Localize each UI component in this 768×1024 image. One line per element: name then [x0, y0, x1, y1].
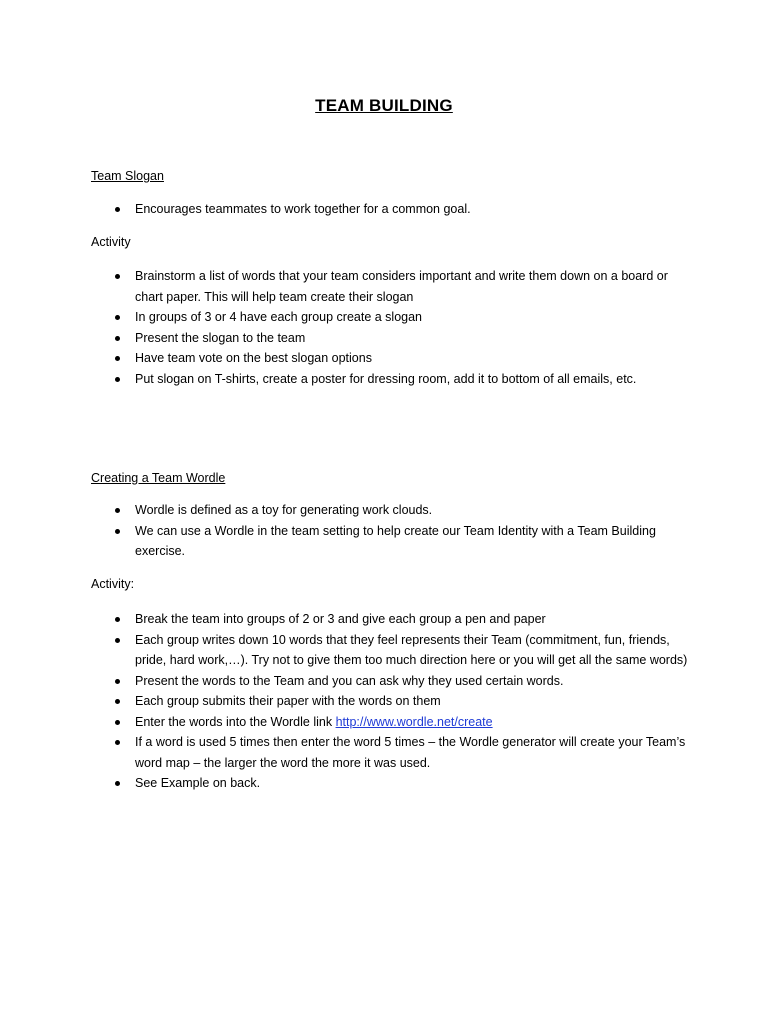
list-item-text: We can use a Wordle in the team setting to help create our Team Identity with a Team Building exercise.	[135, 523, 656, 558]
team-wordle-intro-list	[91, 500, 691, 562]
bullet-icon	[115, 679, 120, 684]
page-title: TEAM BUILDING	[315, 96, 453, 115]
list-item-text: Encourages teammates to work together for a common goal.	[135, 202, 471, 216]
list-item-text: Break the team into groups of 2 or 3 and give each group a pen and paper	[135, 612, 546, 626]
bullet-icon	[115, 315, 120, 320]
list-item	[91, 773, 691, 794]
list-item-text: See Example on back.	[135, 776, 261, 790]
list-item-text: In groups of 3 or 4 have each group create a slogan	[135, 310, 422, 324]
bullet-icon	[115, 720, 120, 725]
bullet-icon	[115, 274, 120, 279]
list-item	[91, 369, 691, 390]
list-item-text: If a word is used 5 times then enter the word 5 times – the Wordle generator will create your Team’s word map – the larger the word the more it was used.	[135, 735, 686, 770]
list-item	[91, 609, 691, 630]
list-item-text: Enter the words into the Wordle link	[135, 714, 336, 729]
bullet-icon	[115, 377, 120, 382]
list-item	[91, 348, 691, 369]
bullet-icon	[115, 638, 120, 643]
list-item	[91, 630, 691, 671]
list-item	[91, 266, 691, 307]
list-item	[91, 199, 691, 220]
list-item	[91, 691, 691, 712]
list-item-text: Each group submits their paper with the words on them	[135, 694, 441, 708]
team-wordle-heading: Creating a Team Wordle	[91, 471, 226, 485]
team-wordle-activity-list	[91, 609, 691, 794]
list-item	[91, 712, 691, 733]
bullet-icon	[115, 336, 120, 341]
team-slogan-activity-list	[91, 266, 691, 389]
bullet-icon	[115, 529, 120, 534]
list-item-text: Have team vote on the best slogan options	[135, 351, 372, 365]
list-item	[91, 521, 691, 562]
list-item-text: Brainstorm a list of words that your team considers important and write them down on a board or chart paper. This will help team create their slogan	[135, 269, 668, 304]
list-item-text: Wordle is defined as a toy for generating work clouds.	[135, 503, 433, 517]
team-wordle-activity-label: Activity:	[91, 577, 135, 591]
list-item-text: Present the words to the Team and you can ask why they used certain words.	[135, 673, 564, 688]
list-item	[91, 307, 691, 328]
list-item-text: Present the slogan to the team	[135, 330, 306, 345]
bullet-icon	[115, 508, 120, 513]
bullet-icon	[115, 740, 120, 745]
list-item	[91, 328, 691, 349]
team-slogan-heading: Team Slogan	[91, 169, 164, 183]
list-item	[91, 732, 691, 773]
bullet-icon	[115, 699, 120, 704]
bullet-icon	[115, 207, 120, 212]
team-slogan-activity-label: Activity	[91, 235, 131, 249]
bullet-icon	[115, 356, 120, 361]
bullet-icon	[115, 617, 120, 622]
team-slogan-intro-list	[91, 199, 691, 220]
wordle-create-link[interactable]: http://www.wordle.net/create	[335, 714, 493, 729]
list-item	[91, 500, 691, 521]
list-item-text: Put slogan on T-shirts, create a poster for dressing room, add it to bottom of all emails, etc.	[135, 371, 637, 386]
list-item	[91, 671, 691, 692]
bullet-icon	[115, 781, 120, 786]
list-item-text: Each group writes down 10 words that they feel represents their Team (commitment, fun, friends, pride, hard work,…). Try not to give them too much direction here or you will get all the same words)	[135, 632, 688, 667]
